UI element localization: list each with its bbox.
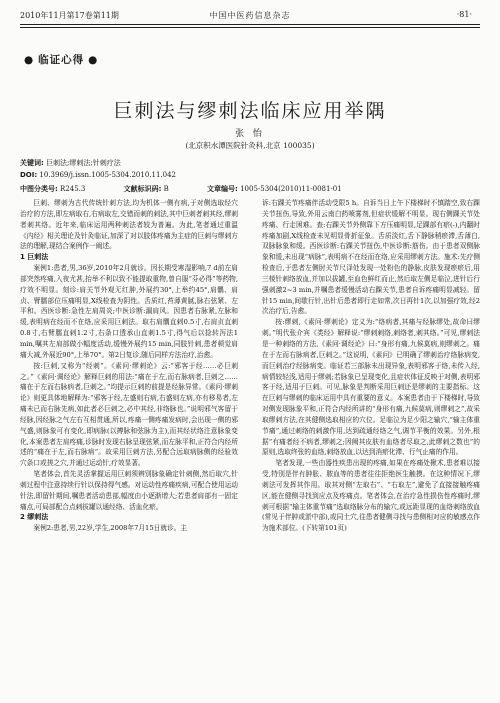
doc-code-label: 文献标识码: [123,185,162,193]
author: 张 怡 [235,129,265,139]
running-header [20,10,480,24]
article-title: 巨刺法与缪刺法临床应用举隅 [113,100,387,122]
classification [20,184,480,194]
juci-experience-paragraph: 笔者体会,首先灵活掌握运用巨刺须辨别脉象确定针刺侧,然后取穴,针刺过程中注意持续行针以保持得气感。对运动性疼痛疾病,可配合使用运动针法,即留针期间,嘱患者活动患部,幅度由小逐渐增大;若患者肩部有一固定痛点,可局部配合点刺拔罐以通经络、活血化瘀。 [20,470,238,511]
journal-name: 中国中医药信息杂志 [209,11,291,20]
page-number: ·81· [456,10,472,19]
left-column [20,198,238,693]
doc-code-value: B [163,185,169,193]
article-no-label: 文章编号: [207,185,238,193]
case1-paragraph: 案例1:患者,男,36岁,2010年2月就诊。因长期受寒湿影响,7 d前左肩部突然疼痛,入夜尤甚,抬举不利以致不能提取重物,曾自服“芬必得”等药物,疗效不明显。刻诊:肩关节外观无红肿,外展约30°,上举约45°,肩髃、肩贞、臂臑部位压痛明显,X线检查为阴性。舌质红,苔薄黄腻,脉右弦紧、左平和。西医诊断:急性左肩周炎;中医诊断:漏肩风。因患者右脉紧,左脉和缓,表明病在经而不在络,应采用巨刺法。取右肩髃直刺0.5寸,右肩贞直刺0.8寸,右臂臑直刺1.2寸,右条口透承山直刺1.5寸,得气后以捻转泻法1 min,嘱其左肩部做小幅度活动,缓慢外展约15 min,同肢针刺,患者顿觉肩痛大减,外展近90°,上举70°。第2日复诊,随后同样方法治疗,治愈。 [20,264,238,359]
heading-miuci: 2 缪刺法 [20,513,49,522]
doi [20,170,480,180]
affiliation: (北京积水潭医院针灸科,北京 100035) [185,141,315,150]
heading-juci: 1 巨刺法 [20,253,49,262]
header-rule-thin [20,27,480,28]
intro-paragraph: 巨刺、缪刺为古代传统针刺方法,均为机体一侧有病,于对侧选取经穴治疗的方法,即左病取右,右病取左,交错而刺的刺法,其中巨刺者刺其经,缪刺者刺其络。近年来,临床运用两种刺法者较为普遍。为此,笔者通过重温《内经》相关理论及针灸临证,加深了对以肢体疼痛为主症的巨刺与缪刺方法的理解,现结合案例作一阐述。 [20,199,238,251]
miuci-experience-paragraph: 笔者发现,一些由器性疾患出现的疼痛,如果在疼痛处揪术,患者难以接受,特别是伴有肿胀、脓血等的患者往往拒绝医生触摸。在这种情况下,缪刺法可发挥其作用。取其对侧“左取右”、“右取左”,避免了直接接触疼痛区,能在健侧寻找到应点及疼痛点。笔者体会,在治疗急性损伤性疼痛时,缪刺可根据“输主体重节痛”选取络脉分布的输穴,或远距显现的血络刺络放血(常见于伴肿或淤中部),或同土穴,往患者健侧寻找与患侧相对应的敏感点作为施术部位。(下转第101页) [262,459,480,533]
bullet-icon: ● [24,54,35,66]
header-rule [20,24,480,25]
clc-label: 中图分类号: [20,185,58,193]
article-no-value: 1005-5304(2010)11-0081-01 [240,185,342,193]
right-column [262,198,480,693]
keywords-text: 巨刺法;缪刺法;针刺疗法 [46,159,121,167]
keywords [20,158,480,168]
case2-paragraph: 案例2:患者,男,22岁,学生,2008年7月15日就诊。主 [33,524,188,533]
miuci-note-paragraph: 按:缪刺,《素问·缪刺论》定义为:“络病者,其痛与经脉缪处,故命曰缪刺。”明代张介宾《类经》解释说:“缪刺刺络,刺络者,刺其络。”可见,缪刺法是一种刺络的方法,《素问·调经论》曰:“身形有痛,九候莫病,则缪刺之。痛在于左而右脉病者,巨刺之。”这说明,《素问》已明确了缪刺治疗络脉病变,而巨刺治疗经脉病变。临证若三部脉未出现异象,表明邪客于络,未传入经,病情较轻浅,适用于缪刺;若脉象已呈现变化,且症状体征反映于对侧,表明邪客于经,适用于巨刺。可见,脉象是判断采用巨刺还是缪刺的主要指标。这在巨刺与缪刺的临床运用中具有重要的意义。本案患者由于下楼梯时,导致对侧发现脉象平和,正符合内经所讲的“身形有痛,九候莫病,则缪刺之”,故采取缪刺方法,在其健侧选取相应的穴位。足临泣为足少阳之输穴,“输主体重节痛”,通过刺络的刺激作用,达到疏通经络之气,调节平衡的效果。另外,根据“有痛者经不病者,缪刺之;因阙其皮肤有血络者尽取之,此缪刺之数也”的原则,选取终张的血络,刺络放血,以达到消瘀化滞、行气止痛的作用。 [262,318,480,457]
case2-continued: 诉:右踝关节疼痛伴活动受限5 h。自诉当日上午下楼梯时不慎踏空,致右踝关节扭伤,导致,外用云南白药喷雾剂,但症状缓解不明显。现右侧踝关节处疼痛、行走困难。查:右踝关节外侧靠下方压痛明显,足踝部有瘀(-),内翻时疼痛加剧,X线检查未见明显骨折征象。舌质淡红,舌下静脉稍瘀滞,舌薄白,双脉脉象和缓。西医诊断:右踝关节扭伤,中医诊断:筋伤。由于患者双侧脉象和缓,未出现“病脉”,表明病不在经而在络,应采用缪刺方法。施术:先疗侧检查后,于患者左侧肘关节尺泽处发现一处粉色的静脉,皮肤发现瘀瘀后,用三棱针刺络放血,并加以拔罐,至血色鲜红而止,然后取左侧足临泣,进针后行强刺激2~3 min,并嘱患者缓慢活动右踝关节,患者自诉疼痛明显减轻。留针15 min,间歇行针,出针后患者即行走如常,次日再针1次,以加强疗效,经2次治疗后,告愈。 [262,199,480,316]
clc-value: R245.3 [60,185,86,193]
juci-note-paragraph: 按:巨刺,又称为“经刺”。《素问·缪刺论》云:“邪客于经……必巨刺之。”《素问·调经论》解释巨刺的用法:“痛在于左,而右脉病者,巨刺之……痛在于左而右脉病者,巨刺之。”均提示巨刺的前提是经脉异常。《素问·缪刺论》则更具体地解释为:“邪客于经,左盛则右病,右盛则左病,亦有移易者,左痛未已而右脉先病,如此者必巨刺之,必中其经,非络脉也。”说明邪气客留于经脉,因经脉之气左右互相贯通,所以,疼痛一侧疼痛发病时,会出现一侧的邪气盛,则脉象可有变化,即病脉(以搏脉和弦脉为主),而其经状络注意脉象变化,本案患者左肩疼痛,诊脉时发现右脉呈现弦紧,而左脉平和,正符合内经所述的“痛在于左,而右脉病”。故采用巨刺方法,另配合远取病脉侧的经验效穴条口或搓之穴,并通过运动针,疗效显著。 [20,361,238,468]
keywords-label: 关键词: [20,159,44,167]
doi-label: DOI: [20,171,38,179]
bullet-icon: ● [88,54,99,66]
section-label [24,52,102,67]
doi-value: 10.3969/j.issn.1005-5304.2010.11.042 [39,171,177,179]
section-label-text: 临证心得 [38,54,85,66]
issue-info: 2010年11月第17卷第11期 [20,11,119,20]
